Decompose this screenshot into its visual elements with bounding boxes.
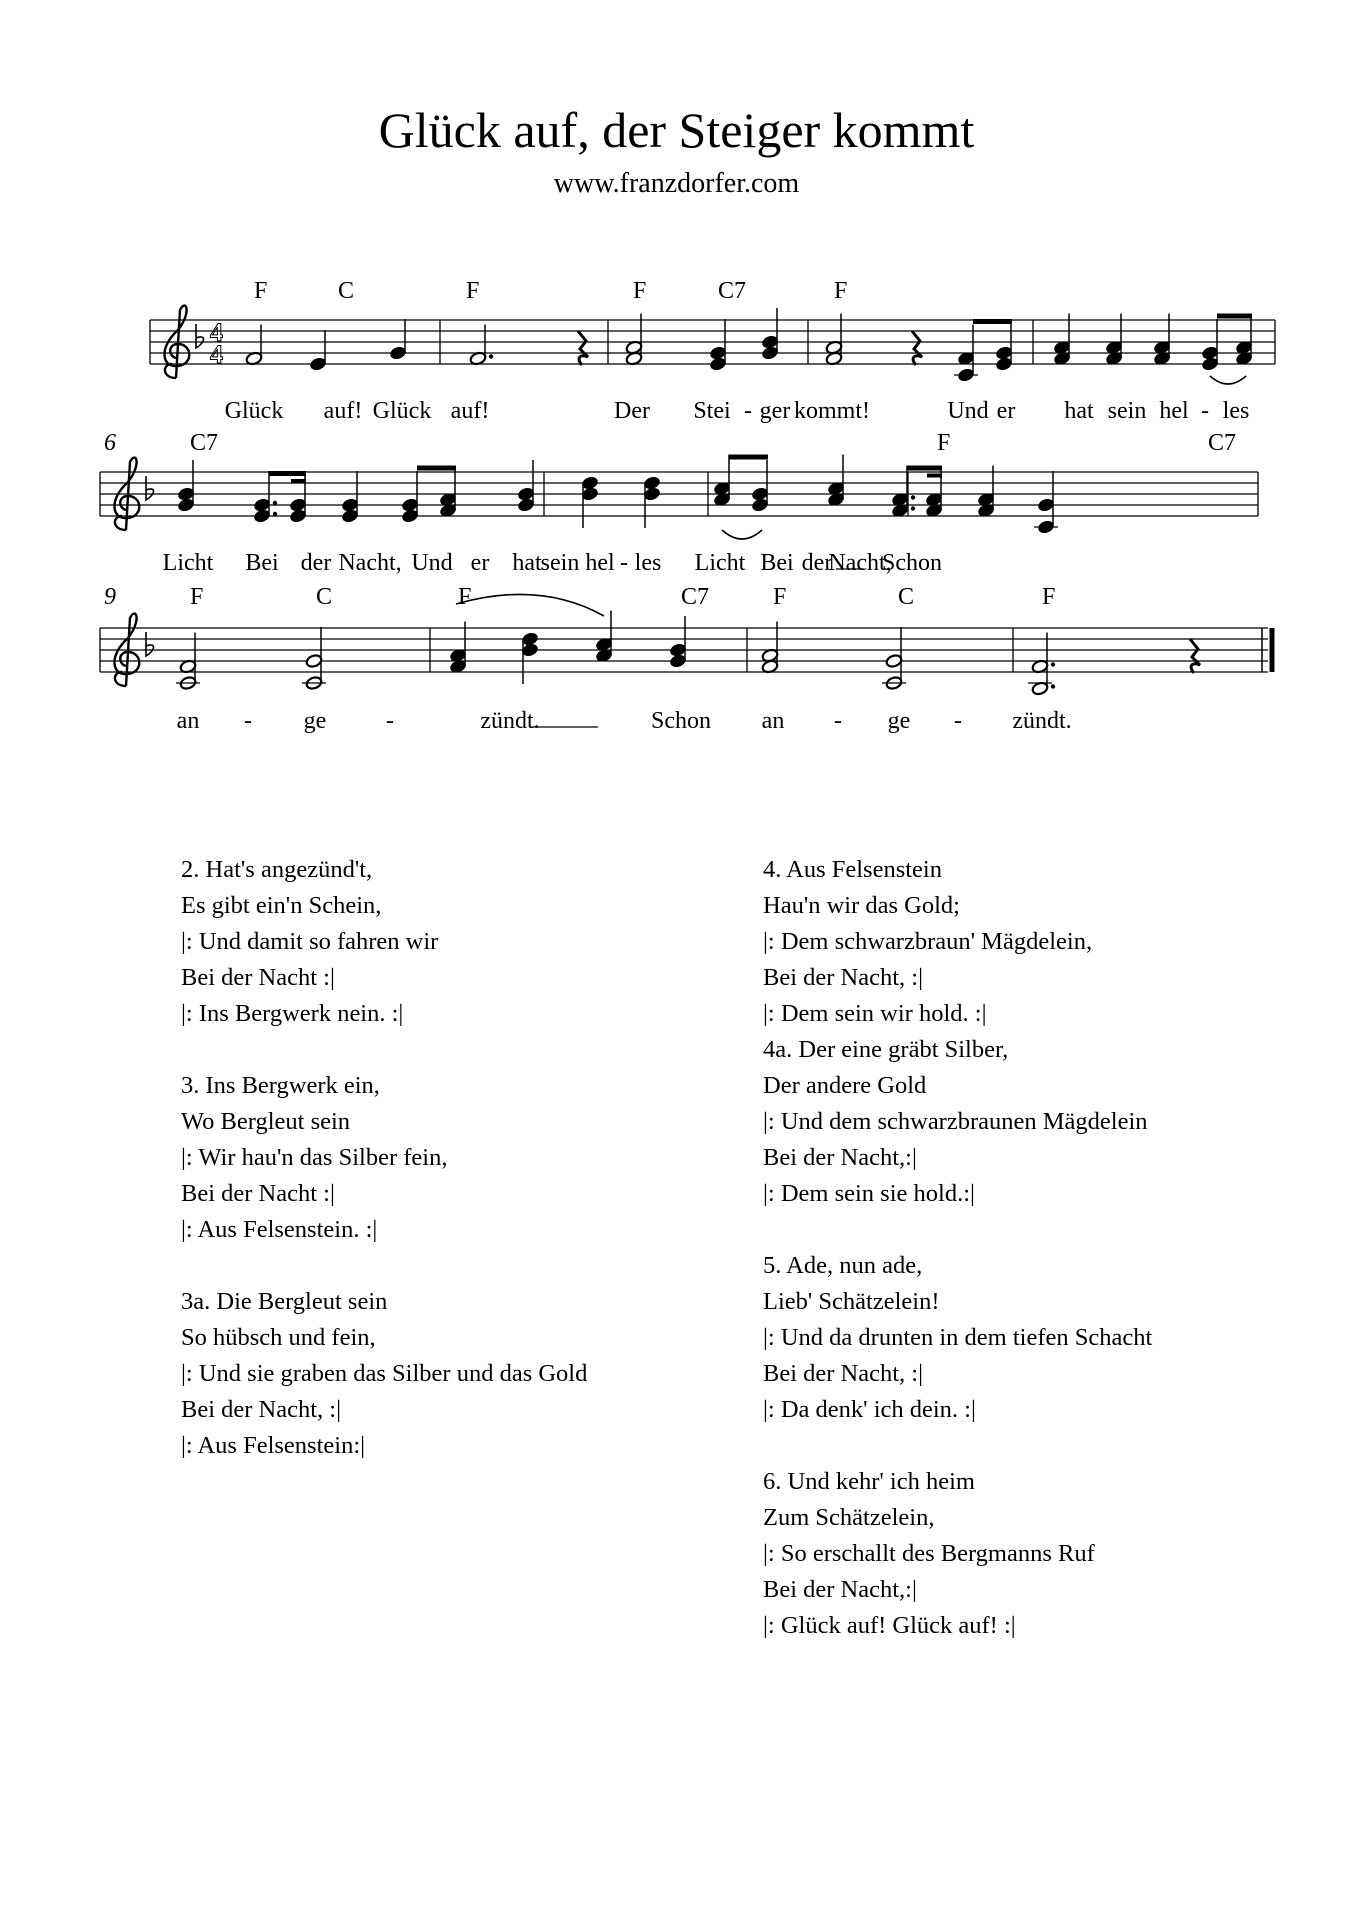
verse <box>763 852 1152 1212</box>
verse-line: Der andere Gold <box>763 1072 927 1099</box>
beam <box>729 455 768 460</box>
verse <box>181 852 587 1032</box>
lyric-syllable: der <box>801 550 833 576</box>
note-head <box>643 476 661 491</box>
lyric-syllable: hel <box>1159 398 1189 424</box>
verse <box>181 1284 587 1464</box>
note-head <box>253 498 271 513</box>
note-head <box>885 654 903 669</box>
verse-line: 6. Und kehr' ich heim <box>763 1468 975 1495</box>
note-head <box>401 498 419 513</box>
chord-symbol: C7 <box>681 584 710 610</box>
lyric-syllable: an <box>761 708 785 734</box>
beam <box>417 466 456 471</box>
quarter-rest-icon <box>1190 639 1200 673</box>
chord-symbol: F <box>1042 584 1056 610</box>
lyric-syllable: ge <box>887 708 911 734</box>
flat-icon <box>146 476 154 500</box>
chord-symbol: F <box>466 278 480 304</box>
note-head <box>761 335 779 350</box>
chord-symbol: F <box>254 278 268 304</box>
chord-symbol: F <box>458 584 472 610</box>
lyric-syllable: sein <box>1107 398 1147 424</box>
note-head <box>581 476 599 491</box>
note-head <box>517 487 535 502</box>
lyric-syllable: - <box>744 398 752 424</box>
note-head <box>309 357 327 372</box>
lyric-syllable: - <box>954 708 962 734</box>
lyric-syllable: kommt! <box>794 398 870 424</box>
lyric-syllable: Licht <box>694 550 746 576</box>
chord-symbol: C7 <box>1208 430 1237 456</box>
chord-symbol: C <box>898 584 915 610</box>
lyric-syllable: an <box>176 708 200 734</box>
augmentation-dot <box>1051 684 1055 688</box>
note-head <box>1037 498 1055 513</box>
lyric-syllable: - <box>244 708 252 734</box>
note-head <box>289 498 307 513</box>
verse-line: Es gibt ein'n Schein, <box>181 892 382 919</box>
song-title: Glück auf, der Steiger kommt <box>378 102 975 158</box>
verse-line: |: Aus Felsenstein:| <box>181 1432 366 1459</box>
augmentation-dot <box>1051 662 1055 666</box>
chord-symbol: C7 <box>190 430 219 456</box>
verse-line: 4. Aus Felsenstein <box>763 856 942 883</box>
note-head <box>669 643 687 658</box>
verse-line: |: Dem schwarzbraun' Mägdelein, <box>763 928 1093 955</box>
lyric-syllable: les <box>1222 398 1250 424</box>
chord-symbol: F <box>834 278 848 304</box>
lyric-syllable: - <box>386 708 394 734</box>
lyric-syllable: Glück <box>224 398 284 424</box>
verse-line: |: Wir hau'n das Silber fein, <box>181 1144 448 1171</box>
beam <box>1217 314 1252 319</box>
lyric-syllable: Licht <box>162 550 214 576</box>
note-head <box>177 487 195 502</box>
augmentation-dot <box>911 506 915 510</box>
verse-line: |: So erschallt des Bergmanns Ruf <box>763 1540 1095 1567</box>
verse <box>763 1248 1152 1428</box>
lyric-syllable: Der <box>614 398 650 424</box>
augmentation-dot <box>273 512 277 516</box>
verse-line: |: Glück auf! Glück auf! :| <box>763 1612 1016 1639</box>
lyric-syllable: Bei <box>245 550 279 576</box>
verse-line: Wo Bergleut sein <box>181 1108 351 1135</box>
verse-line: So hübsch und fein, <box>181 1324 376 1351</box>
verse-line: |: Aus Felsenstein. :| <box>181 1216 378 1243</box>
lyric-syllable: auf! <box>450 398 490 424</box>
lyric-syllable: Und <box>411 550 453 576</box>
chord-symbol: C <box>316 584 333 610</box>
verse-line: Bei der Nacht,:| <box>763 1576 917 1603</box>
lyric-syllable: ge <box>303 708 327 734</box>
verse-line: 3. Ins Bergwerk ein, <box>181 1072 380 1099</box>
verse-line: 4a. Der eine gräbt Silber, <box>763 1036 1009 1063</box>
note-head <box>751 487 769 502</box>
lyric-syllable: sein <box>540 550 580 576</box>
verse-line: |: Und damit so fahren wir <box>181 928 439 955</box>
verse-line: |: Und dem schwarzbraunen Mägdelein <box>763 1108 1148 1135</box>
verse-line: |: Und sie graben das Silber und das Gold <box>181 1360 588 1387</box>
lyric-syllable: Schon <box>882 550 942 576</box>
verse-line: |: Dem sein sie hold.:| <box>763 1180 975 1207</box>
measure-number: 6 <box>104 430 116 456</box>
verses-left-column <box>181 852 587 1500</box>
augmentation-dot <box>273 501 277 505</box>
verse-line: Bei der Nacht, :| <box>763 1360 924 1387</box>
chord-symbol: F <box>773 584 787 610</box>
note-head <box>709 346 727 361</box>
flat-icon <box>146 632 154 656</box>
flat-icon <box>196 324 204 348</box>
verse-line: |: Und da drunten in dem tiefen Schacht <box>763 1324 1153 1351</box>
lyric-syllable: zündt. <box>480 708 540 734</box>
lyric-syllable: ger <box>759 398 791 424</box>
note-head <box>389 346 407 361</box>
verse-line: |: Da denk' ich dein. :| <box>763 1396 976 1423</box>
verses-right-column <box>763 852 1152 1680</box>
note-head <box>341 498 359 513</box>
time-signature-top: 4 <box>210 318 223 347</box>
lyric-syllable: les <box>634 550 662 576</box>
slur <box>456 594 604 616</box>
beam <box>927 474 942 478</box>
verse-line: 3a. Die Bergleut sein <box>181 1288 388 1315</box>
quarter-rest-icon <box>578 331 588 365</box>
slur <box>1210 376 1246 384</box>
lyric-syllable: Glück <box>372 398 432 424</box>
lyric-syllable: er <box>996 398 1016 424</box>
verse-line: |: Ins Bergwerk nein. :| <box>181 1000 404 1027</box>
lyric-syllable: - <box>834 708 842 734</box>
note-head <box>521 632 539 647</box>
verse-line: Bei der Nacht :| <box>181 964 335 991</box>
beam <box>907 466 942 471</box>
time-signature-bottom: 4 <box>210 340 223 369</box>
verse-line: Hau'n wir das Gold; <box>763 892 960 919</box>
lyric-syllable: zündt. <box>1012 708 1072 734</box>
chord-symbol: F <box>190 584 204 610</box>
augmentation-dot <box>911 495 915 499</box>
website-url: www.franzdorfer.com <box>553 168 800 199</box>
verse-line: Lieb' Schätzelein! <box>763 1288 940 1315</box>
lyric-syllable: hat <box>1064 398 1094 424</box>
verse <box>181 1068 587 1248</box>
chord-symbol: C7 <box>718 278 747 304</box>
verse-line: 5. Ade, nun ade, <box>763 1252 923 1279</box>
beam <box>291 479 306 483</box>
verse-line: Bei der Nacht, :| <box>181 1396 342 1423</box>
lyric-syllable: hat <box>512 550 542 576</box>
lyric-syllable: auf! <box>323 398 363 424</box>
beam <box>269 471 306 476</box>
quarter-rest-icon <box>912 331 922 365</box>
verse-line: |: Dem sein wir hold. :| <box>763 1000 987 1027</box>
lyric-syllable: Stei <box>693 398 731 424</box>
verse-line: Bei der Nacht, :| <box>763 964 924 991</box>
verse <box>763 1464 1152 1644</box>
slur <box>722 530 762 539</box>
measure-number: 9 <box>104 584 116 610</box>
lyric-syllable: - <box>620 550 628 576</box>
verse-line: Bei der Nacht,:| <box>763 1144 917 1171</box>
sheet-music <box>0 0 1353 760</box>
beam <box>973 319 1012 324</box>
lyric-syllable: Nacht, <box>828 550 892 576</box>
lyric-syllable: Nacht, <box>338 550 402 576</box>
lyric-syllable: der <box>300 550 332 576</box>
lyric-syllable: - <box>1201 398 1209 424</box>
chord-symbol: F <box>937 430 951 456</box>
lyric-syllable: hel <box>585 550 615 576</box>
note-head <box>1201 346 1219 361</box>
lyric-syllable: Schon <box>651 708 711 734</box>
verse-line: 2. Hat's angezünd't, <box>181 856 373 883</box>
chord-symbol: F <box>633 278 647 304</box>
note-head <box>305 654 323 669</box>
verse-line: Zum Schätzelein, <box>763 1504 935 1531</box>
lyric-syllable: Bei <box>760 550 794 576</box>
lyric-syllable: Und <box>947 398 989 424</box>
augmentation-dot <box>489 354 493 358</box>
note-head <box>995 346 1013 361</box>
verse-line: Bei der Nacht :| <box>181 1180 335 1207</box>
chord-symbol: C <box>338 278 355 304</box>
lyric-syllable: er <box>470 550 490 576</box>
